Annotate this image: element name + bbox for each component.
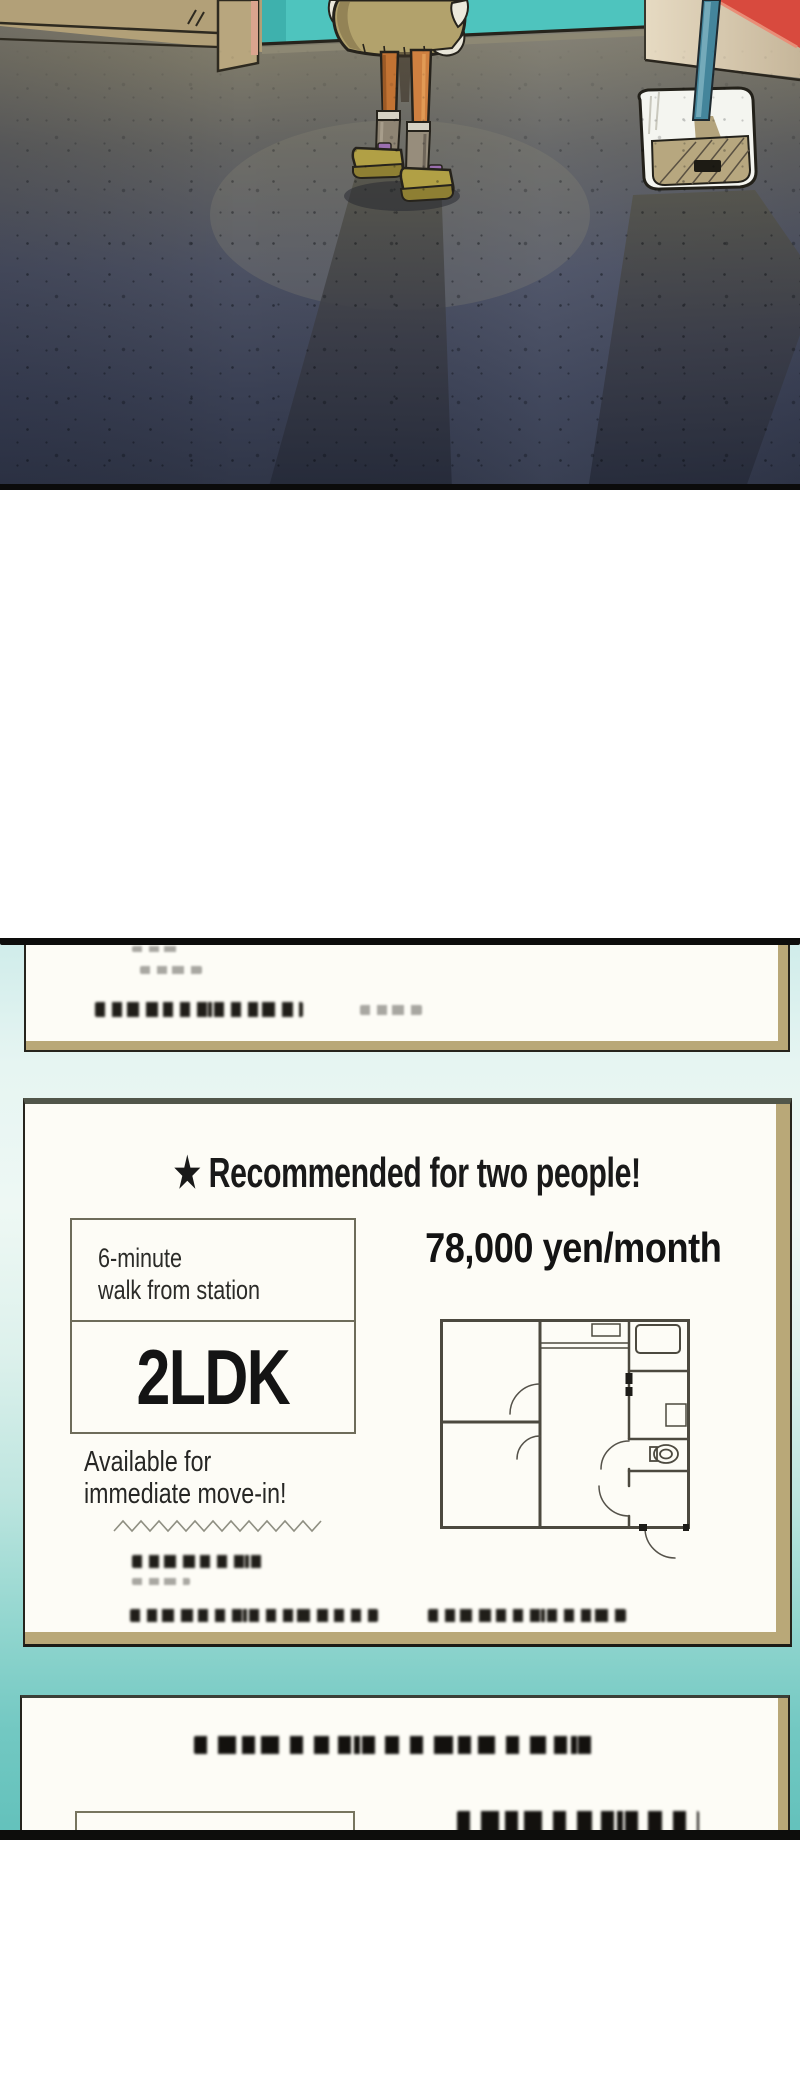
- illegible-text-row: [132, 1578, 190, 1585]
- card-trim-bottom: [26, 1041, 788, 1050]
- section-divider-line-top: [0, 938, 800, 945]
- kitchen-sink: [592, 1324, 620, 1336]
- panel-bottom-border: [0, 484, 800, 490]
- right-leg: [411, 50, 431, 128]
- bathtub: [636, 1325, 680, 1353]
- toilet: [650, 1445, 678, 1463]
- walk-distance: 6-minute walk from station: [72, 1220, 354, 1322]
- illegible-text-row: [132, 946, 178, 952]
- flyer-card-bottom: [20, 1695, 790, 1840]
- comic-panel-room-scene: [0, 0, 800, 490]
- illegible-text-row: [132, 1555, 262, 1568]
- room-scene-illustration: [0, 0, 800, 490]
- illegible-text-row: [428, 1609, 626, 1622]
- illegible-text-row: [95, 1002, 303, 1017]
- floorplan-drawing: [440, 1319, 692, 1564]
- layout-type-label: 2LDK: [136, 1332, 290, 1421]
- card-trim-bottom: [25, 1632, 790, 1644]
- washer-space: [666, 1404, 686, 1426]
- illegible-text-row: [130, 1609, 378, 1622]
- flyer-card-top: [24, 942, 790, 1052]
- flyer-section: [0, 938, 800, 1840]
- dustpan-slot: [694, 160, 721, 172]
- wall-post: [218, 0, 258, 71]
- flyer-card-main: [23, 1098, 792, 1647]
- illegible-text-row: [140, 966, 202, 974]
- availability-label: Available for immediate move-in!: [84, 1446, 287, 1510]
- illegible-text-row: [194, 1736, 592, 1754]
- section-divider-line-bottom: [0, 1830, 800, 1840]
- illegible-text-row: [360, 1005, 422, 1015]
- card-trim-right: [778, 1698, 788, 1840]
- card-trim-right: [778, 942, 788, 1050]
- info-box: [70, 1218, 356, 1434]
- flyer-headline: ★ Recommended for two people!: [174, 1149, 641, 1196]
- price-label: 78,000 yen/month: [424, 1224, 722, 1271]
- zigzag-underline: [112, 1516, 324, 1536]
